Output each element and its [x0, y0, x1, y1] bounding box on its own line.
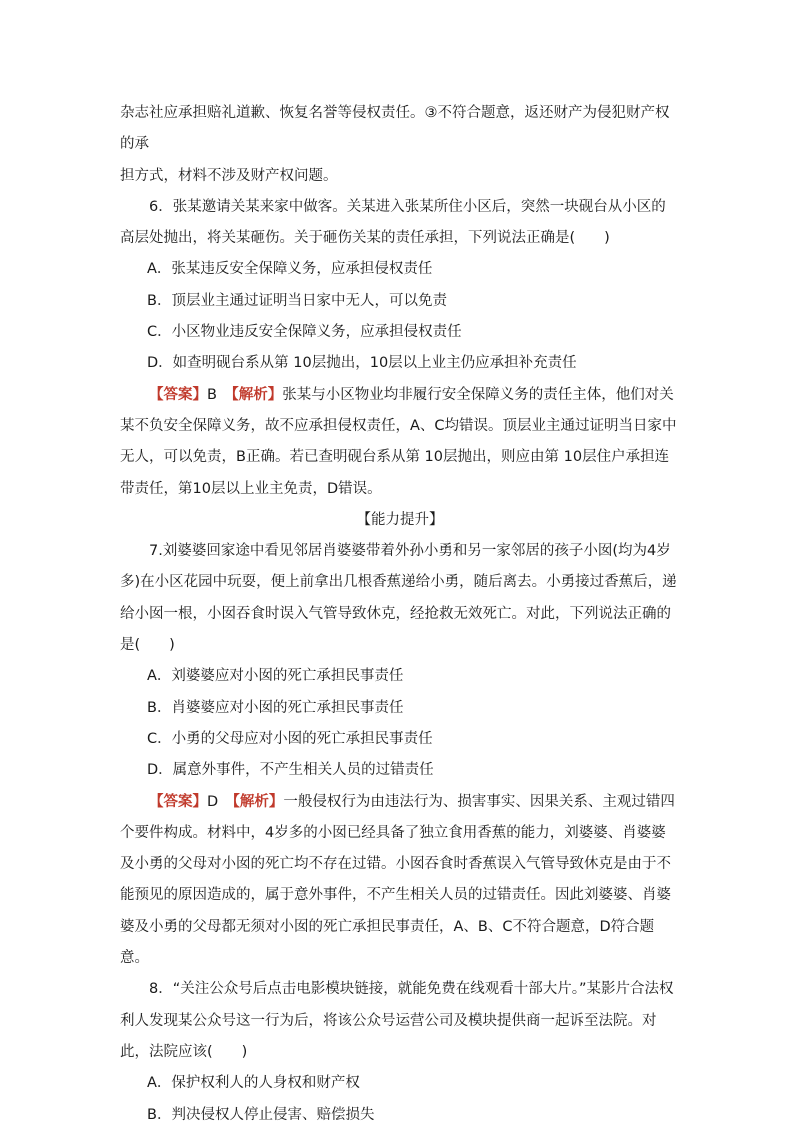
analysis-tag: 【解析】	[232, 793, 284, 810]
question-7-analysis: 一般侵权行为由违法行为、损害事实、因果关系、主观过错四个要件构成。材料中，4岁多的小囡已经具备了独立食用香蕉的能力，刘婆婆、肖婆婆及小勇的父母对小囡的死亡均不存在过错。小囡吞食时香蕉误入气管导致休克是由于不能预见的原因造成的，属于意外事件，不产生相关人员的过错责任。因此刘婆婆、肖婆婆及小勇的父母都无须对小囡的死亡承担民事责任，A、B、C不符合题意，D符合题意。	[120, 793, 675, 967]
question-6-answer-block	[120, 380, 680, 505]
question-7-answer-block	[120, 787, 680, 975]
question-8-stem: 8．“关注公众号后点击电影模块链接，就能免费在线观看十部大片。”某影片合法权利人发现某公众号这一行为后，将该公众号运营公司及模块提供商一起诉至法院。对此，法院应该( )	[120, 981, 674, 1060]
question-6-stem: 6．张某邀请关某来家中做客。关某进入张某所住小区后，突然一块砚台从小区的高层处抛出，将关某砸伤。关于砸伤关某的责任承担，下列说法正确是( )	[120, 198, 666, 247]
intro-line-1: 杂志社应承担赔礼道歉、恢复名誉等侵权责任。③不符合题意，返还财产为侵犯财产权的承	[120, 105, 670, 153]
question-6-option-c: C．小区物业违反安全保障义务，应承担侵权责任	[147, 324, 462, 341]
analysis-tag: 【解析】	[231, 386, 283, 403]
question-7-answer: D	[207, 793, 219, 810]
question-7-option-d: D．属意外事件，不产生相关人员的过错责任	[147, 762, 434, 779]
section-heading: 【能力提升】	[356, 511, 444, 528]
question-6-analysis: 张某与小区物业均非履行安全保障义务的责任主体，他们对关某不负安全保障义务，故不应承担侵权责任，A、C均错误。顶层业主通过证明当日家中无人，可以免责，B正确。若已查明砚台系从第 10层抛出，则应由第 10层住户承担连带责任，第10层以上业主免责，D错误。	[120, 386, 677, 497]
question-6-answer: B	[207, 386, 217, 403]
question-7-option-b: B．肖婆婆应对小囡的死亡承担民事责任	[147, 699, 404, 716]
question-7-option-c: C．小勇的父母应对小囡的死亡承担民事责任	[147, 730, 433, 747]
answer-tag: 【答案】	[149, 793, 207, 810]
answer-tag: 【答案】	[149, 386, 207, 403]
question-7-option-a: A．刘婆婆应对小囡的死亡承担民事责任	[147, 668, 404, 685]
question-8-option-b: B．判决侵权人停止侵害、赔偿损失	[147, 1106, 375, 1123]
page-content	[120, 98, 680, 1131]
question-8-option-a: A．保护权利人的人身权和财产权	[147, 1075, 360, 1092]
question-6-option-b: B．顶层业主通过证明当日家中无人，可以免责	[147, 292, 447, 309]
question-6-option-a: A．张某违反安全保障义务，应承担侵权责任	[147, 261, 433, 278]
intro-line-2: 担方式，材料不涉及财产权问题。	[120, 167, 338, 184]
question-7-stem: 7.刘婆婆回家途中看见邻居肖婆婆带着外孙小勇和另一家邻居的孩子小囡(均为4岁多)在小区花园中玩耍，便上前拿出几根香蕉递给小勇，随后离去。小勇接过香蕉后，递给小囡一根，小囡吞食时误入气管导致休克，经抢救无效死亡。对此，下列说法正确的是( )	[120, 543, 677, 654]
question-6-option-d: D．如查明砚台系从第 10层抛出，10层以上业主仍应承担补充责任	[147, 355, 577, 372]
